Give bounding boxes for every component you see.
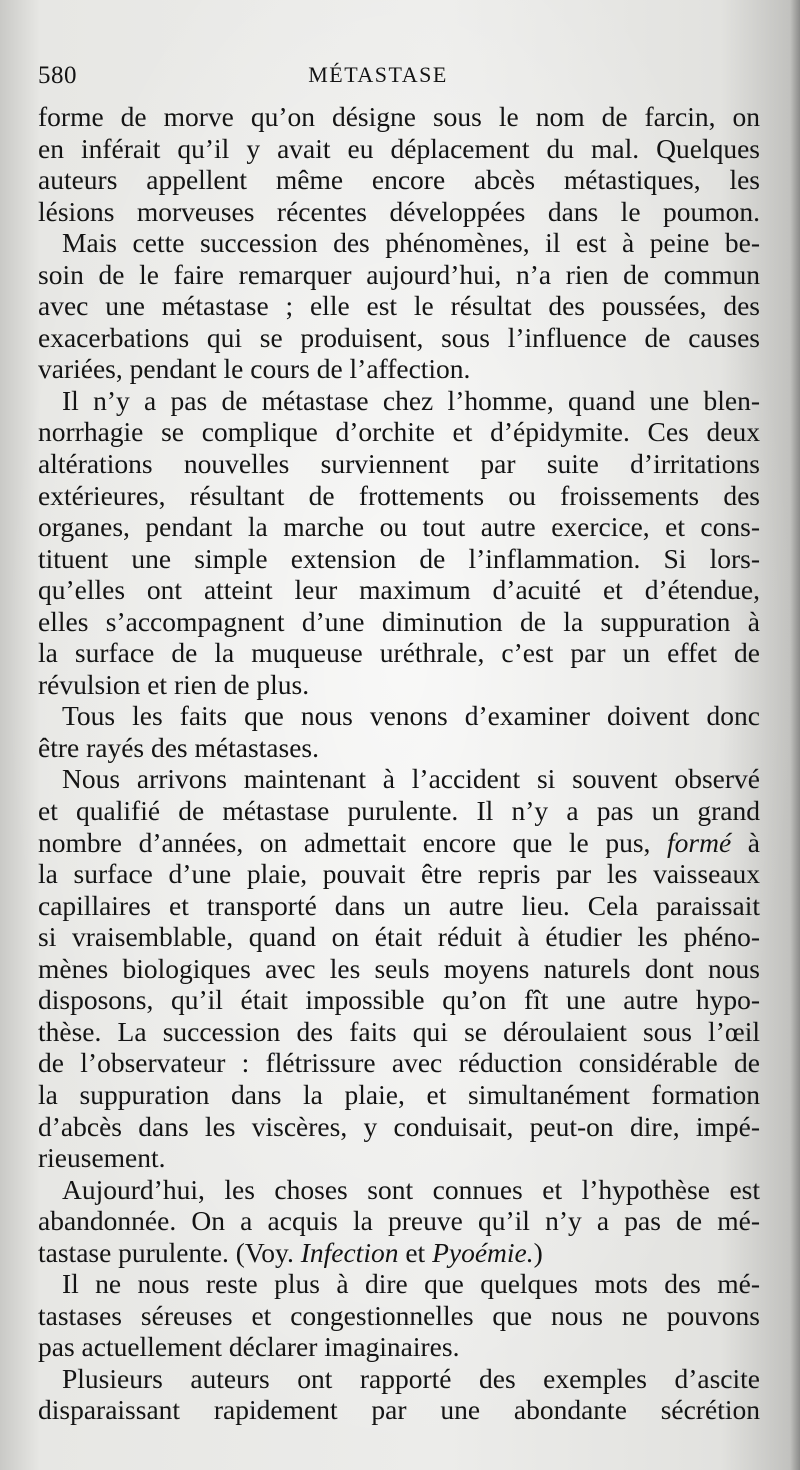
text-line: variées, pendant le cours de l’affection.: [38, 353, 471, 385]
text-line: rieusement.: [38, 1142, 166, 1174]
text-line: et qualifié de métastase purulente. Il n’y a pas un grand: [38, 795, 760, 827]
text-line: tastases séreuses et congestionnelles que nous ne pouvons: [38, 1299, 760, 1331]
text-line: de l’observateur : flétrissure avec réduction considérable de: [38, 1047, 760, 1079]
text-line: la surface d’une plaie, pouvait être repris par les vaisseaux: [38, 858, 760, 890]
text-segment: et: [405, 1236, 426, 1268]
text-line: disparaissant rapidement par une abondante sécrétion: [38, 1394, 760, 1426]
text-line: forme de morve qu’on désigne sous le nom de farcin, on: [38, 101, 760, 132]
text-segment: nombre d’années, on admettait encore que le pus,: [38, 826, 651, 858]
text-line: soin de le faire remarquer aujourd’hui, n’a rien de commun: [38, 258, 760, 290]
text-segment: à: [747, 826, 760, 858]
text-line: qu’elles ont atteint leur maximum d’acuité et d’étendue,: [38, 574, 760, 606]
text-line: révulsion et rien de plus.: [38, 668, 310, 700]
text-line: si vraisemblable, quand on était réduit à étudier les phéno-: [38, 921, 760, 953]
text-line: d’abcès dans les viscères, y conduisait, peut-on dire, impé-: [38, 1110, 760, 1142]
text-line: norrhagie se complique d’orchite et d’épidymite. Ces deux: [38, 416, 760, 448]
text-line: disposons, qu’il était impossible qu’on fît une autre hypo-: [38, 984, 760, 1016]
text-line: mènes biologiques avec les seuls moyens naturels dont nous: [38, 952, 760, 984]
paragraph-start-line: Plusieurs auteurs ont rapporté des exemples d’ascite: [62, 1362, 760, 1394]
text-line: organes, pendant la marche ou tout autre exercice, et cons-: [38, 511, 760, 543]
italic-word: formé: [667, 826, 732, 858]
text-line: tituent une simple extension de l’inflammation. Si lors-: [38, 542, 760, 574]
paragraph-start-line: Il n’y a pas de métastase chez l’homme, quand une blen-: [62, 384, 760, 416]
italic-word: Infection: [300, 1236, 399, 1268]
text-line: la suppuration dans la plaie, et simultanément formation: [38, 1078, 760, 1110]
page-header: [38, 60, 758, 96]
text-line: auteurs appellent même encore abcès métastiques, les: [38, 164, 760, 196]
paragraph-start-line: Aujourd’hui, les choses sont connues et l’hypothèse est: [62, 1173, 760, 1205]
text-line: la surface de la muqueuse uréthrale, c’est par un effet de: [38, 637, 760, 669]
text-line: [38, 827, 760, 859]
paragraph-start-line: Tous les faits que nous venons d’examiner doivent donc: [62, 700, 760, 732]
text-line: en inférait qu’il y avait eu déplacement du mal. Quelques: [38, 132, 760, 164]
text-line: elles s’accompagnent d’une diminution de la suppuration à: [38, 605, 760, 637]
page-number: 580: [38, 62, 77, 89]
paragraph-start-line: Mais cette succession des phénomènes, il est à peine be-: [62, 227, 760, 259]
body-text: [38, 101, 760, 1426]
italic-word: Pyoémie.: [432, 1236, 534, 1268]
text-segment: ): [533, 1236, 543, 1268]
text-line: être rayés des métastases.: [38, 731, 319, 763]
text-line: exacerbations qui se produisent, sous l’influence de causes: [38, 321, 760, 353]
running-title: MÉTASTASE: [308, 62, 448, 87]
text-segment: tastase purulente. (Voy.: [38, 1236, 294, 1268]
text-line: thèse. La succession des faits qui se déroulaient sous l’œil: [38, 1015, 760, 1047]
text-line: capillaires et transporté dans un autre lieu. Cela paraissait: [38, 889, 760, 921]
text-line: extérieures, résultant de frottements ou froissements des: [38, 479, 760, 511]
text-line: pas actuellement déclarer imaginaires.: [38, 1331, 460, 1363]
paragraph-start-line: Nous arrivons maintenant à l’accident si souvent observé: [62, 763, 760, 795]
text-line: altérations nouvelles surviennent par suite d’irritations: [38, 448, 760, 480]
text-line: abandonnée. On a acquis la preuve qu’il n’y a pas de mé-: [38, 1205, 760, 1237]
text-line: [38, 1237, 760, 1269]
text-line: lésions morveuses récentes développées dans le poumon.: [38, 195, 760, 227]
paragraph-start-line: Il ne nous reste plus à dire que quelques mots des mé-: [62, 1268, 760, 1300]
text-line: avec une métastase ; elle est le résultat des poussées, des: [38, 290, 760, 322]
